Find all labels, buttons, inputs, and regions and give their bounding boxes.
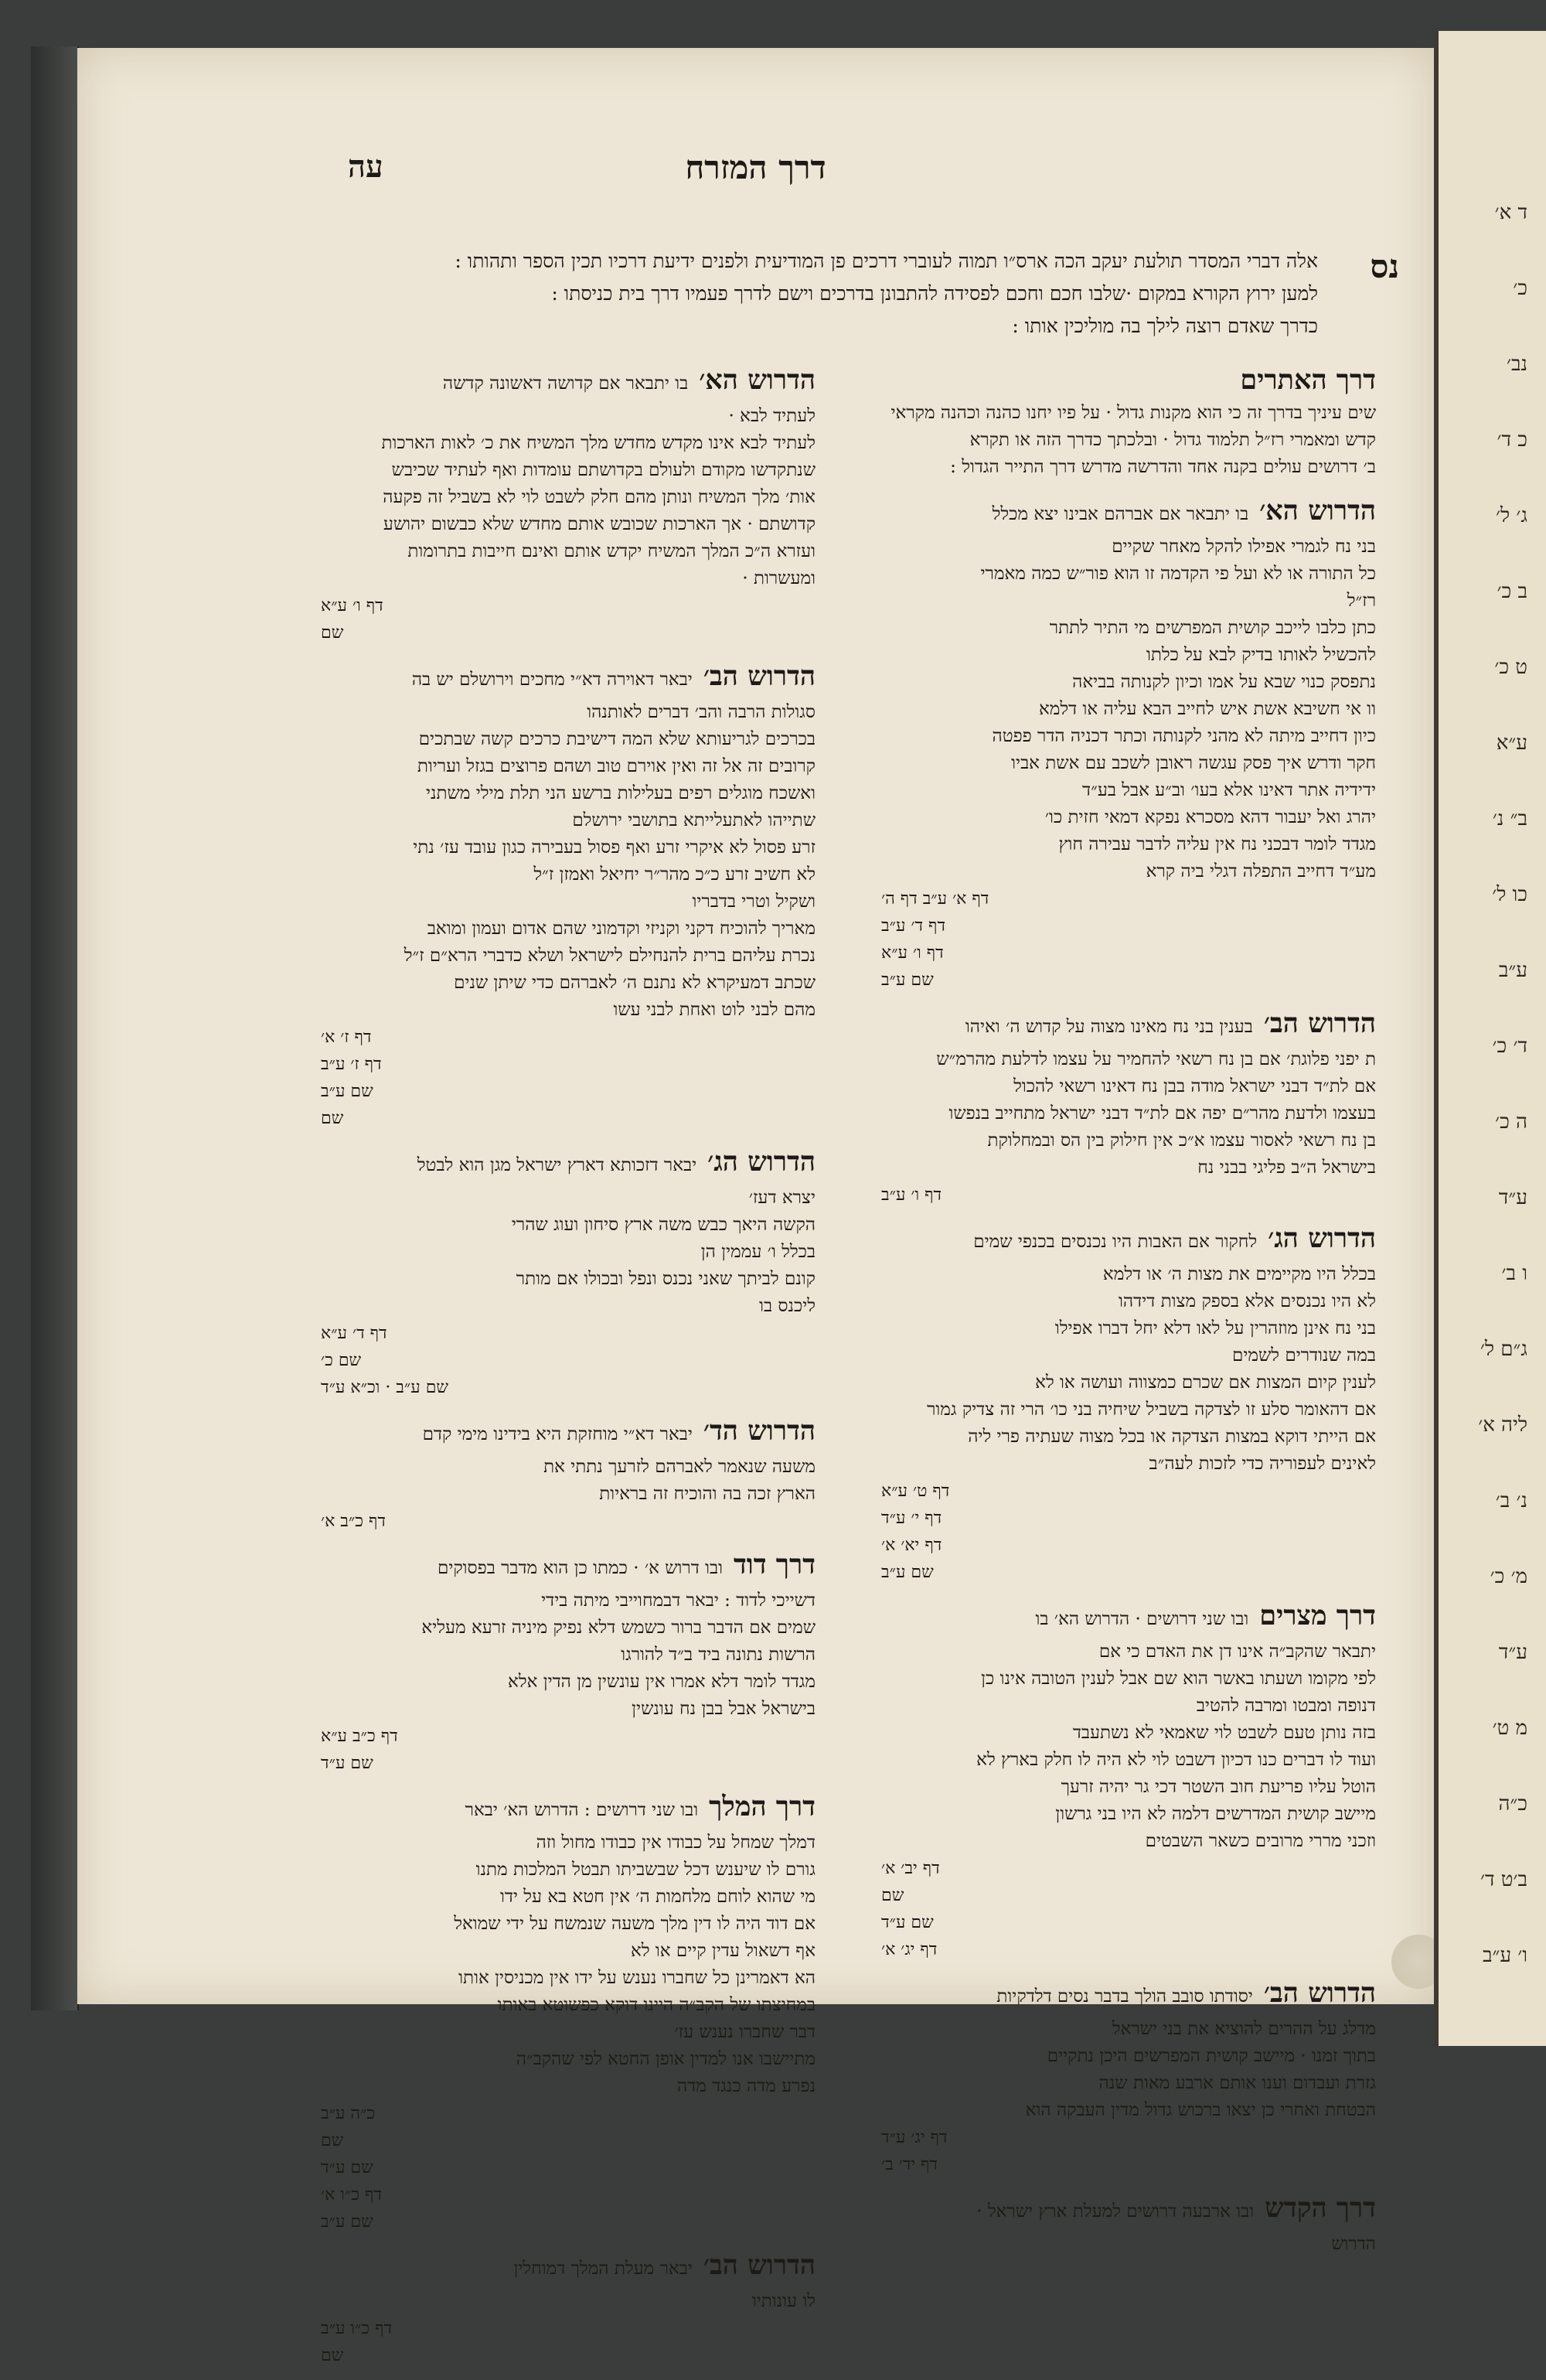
text-line: דשייכי לדוד : יבאר דבמחוייבי מיתה בידי (541, 1591, 816, 1611)
page-reference: שם (881, 1886, 904, 1905)
section-title: הדרוש הא׳ (699, 364, 816, 396)
text-line: סגולות הרבה והב׳ דברים לאותנהו (587, 702, 816, 722)
signature-mark: נס (1370, 247, 1399, 285)
section (290, 2246, 816, 2369)
adjacent-page-fragment: ב״ נ׳ (1492, 807, 1527, 830)
adjacent-page-edge (1434, 31, 1546, 2046)
adjacent-page-fragment: כ ד׳ (1497, 428, 1527, 452)
section-title: הדרוש הד׳ (703, 1415, 816, 1447)
section-heading (850, 1597, 1376, 1638)
text-line: אף דשאול עדין קיים או לא (630, 1941, 816, 1961)
page-reference: דף כ״ו ע״ב (321, 2319, 393, 2338)
section (290, 1143, 816, 1401)
text-line: קרובים זה אל זה ואין אוירם טוב ושהם פרוצים בגזל ועריות (417, 756, 816, 776)
adjacent-page-fragment: ט כ׳ (1494, 656, 1527, 679)
adjacent-page-fragment: מ׳ כ׳ (1490, 1565, 1527, 1588)
page-reference: שם (321, 1109, 344, 1128)
text-line: בני נח לגמרי אפילו להקל מאחר שקיים (1112, 537, 1376, 557)
adjacent-page-fragment: כ׳ (1513, 277, 1527, 300)
section-heading (850, 492, 1376, 534)
page-reference: שם (321, 2131, 344, 2150)
text-line: כיון דחייב מיתה לא מהני לקנותה וכתר דכניה הדר פפטה (992, 726, 1376, 746)
page-reference: דף יא׳ א׳ (881, 1536, 942, 1555)
text-line: קונם לביתך שאני נכנס ונפל ובכולו אם מותר (516, 1269, 816, 1289)
text-line: קדושתם · אך הארכות שכובש אותם מחדש שלא כבשום יהושע (383, 514, 816, 534)
text-line: יצרא דעז׳ (748, 1188, 816, 1208)
section (290, 1788, 816, 2235)
text-line: הדרוש (1331, 2234, 1376, 2254)
text-line: ועזרא ה״כ המלך המשיח יקדש אותם ואינם חייבות בתרומות (407, 541, 816, 561)
adjacent-page-fragment: ד א׳ (1494, 201, 1527, 224)
text-line: בכרכים לגריעותא שלא המה דישיבת כרכים קשה שבתכים (418, 729, 816, 749)
section-subtitle: בענין בני נח מאינו מצוה על קדוש ה׳ ואיהו (965, 1017, 1253, 1037)
text-line: בכלל היו מקיימים את מצות ה׳ או דלמא (1102, 1264, 1376, 1284)
page-reference: דף ט׳ ע״א (881, 1482, 950, 1501)
page-reference: שם כ׳ (321, 1351, 362, 1370)
text-line: ואשכח מוגלים רפים בעלילות ברשע הני תלת מילי משתני (425, 783, 816, 803)
text-line: בתוך זמנו · מיישב קושית המפרשים היכן נתקיים (1047, 2046, 1376, 2066)
text-line: הארץ זכה בה והוכיח זה בראיות (599, 1484, 816, 1504)
section-subtitle: בו יתבאר אם אברהם אבינו יצא מכלל (992, 504, 1249, 524)
text-line: לו עונותיו (751, 2291, 816, 2311)
page-reference: שם ע״ב · וכ״א ע״ד (321, 1378, 449, 1397)
text-line: מדלג על ההרים להוציא את בני ישראל (1112, 2019, 1376, 2039)
left-column (290, 361, 816, 2380)
adjacent-page-fragment: ב כ׳ (1497, 580, 1527, 603)
text-line: מגדד לומר דבכני נח אין עליה לדבר עבירה חוץ (1058, 834, 1376, 854)
page-reference: דף כ״ב ע״א (321, 1727, 398, 1746)
text-line: בכלל ו׳ עממין הן (700, 1242, 816, 1262)
book-page (77, 48, 1434, 2365)
page-reference: שם ע״ד (321, 1754, 373, 1773)
text-line: אם הייתי דוקא במצות הצדקה או בכל מצוה שעתיה פרי ליה (968, 1427, 1376, 1447)
section-subtitle: יבאר דזכותא דארץ ישראל מגן הוא לבטל (417, 1155, 697, 1175)
section-title: דרך המלך (709, 1791, 816, 1823)
section-heading (290, 1412, 816, 1454)
section-title: דרך מצרים (1259, 1600, 1376, 1632)
page-reference: דף ד׳ ע״א (321, 1324, 387, 1343)
adjacent-page-fragment: ו׳ ע״ב (1482, 1944, 1527, 1967)
text-line: חקר ודרש איך פסק עגשה ראובן לשכב עם אשת אביו (1011, 753, 1376, 773)
folio-number: עה (348, 148, 383, 185)
text-line: מאריך להוכיח דקני וקניזי וקדמוני שהם אדום ועמון ומואב (427, 919, 816, 939)
adjacent-page-fragment: ג׳ ל׳ (1495, 504, 1527, 527)
page-reference: דף ו׳ ע״א (321, 596, 383, 615)
text-line: אם לת״ד דבני ישראל מודה בבן נח דאינו רשאי להכול (1013, 1076, 1376, 1096)
adjacent-page-fragment: ע״ד (1498, 1641, 1527, 1664)
section-heading (290, 361, 816, 403)
section-heading (290, 2246, 816, 2288)
section-title: הדרוש הב׳ (703, 660, 816, 692)
section (290, 361, 816, 646)
page-reference: שם ע״ב (881, 970, 934, 990)
page-reference: שם ע״ב (321, 1082, 373, 1101)
page-reference: דף א׳ ע״ב דף ה׳ (881, 889, 989, 909)
text-line: יהרג ואל יעבור דהא מסכרא נפקא דמאי חזית כו׳ (1044, 807, 1376, 827)
section-title: הדרוש הב׳ (1263, 1977, 1376, 2009)
section-title: הדרוש הג׳ (1268, 1222, 1376, 1254)
text-line: לא היו נכנסים אלא בספק מצות דידהו (1119, 1291, 1376, 1311)
text-line: שים עיניך בדרך זה כי הוא מקנות גדול · על פיו יחנו כהנה וכהנה מקראי (890, 403, 1376, 423)
text-line: נפרע מדה כנגד מדה (676, 2076, 816, 2096)
page-reference: שם (321, 2346, 344, 2365)
intro-line: כדרך שאדם רוצה לילך בה מוליכין אותו : (1012, 315, 1318, 337)
section-title: הדרוש הב׳ (703, 2249, 816, 2281)
section-title: דרך דוד (733, 1549, 816, 1580)
text-line: שמים אם הדבר ברור כשמש דלא נפיק מיניה זרעא מעליא (421, 1618, 816, 1638)
section (850, 1597, 1376, 1963)
section-heading (850, 2189, 1376, 2231)
text-line: מע״ד דחייב התפלה דגלי ביה קרא (1146, 861, 1376, 881)
section (290, 1546, 816, 1777)
text-line: יתבאר שהקב״ה אינו דן את האדם כי אם (1098, 1642, 1376, 1662)
text-line: אם דוד היה לו דין מלך משעה שנמשח על ידי שמואל (454, 1914, 816, 1934)
text-line: שתייהו לאתעלייתא בתושבי ירושלם (572, 810, 816, 830)
adjacent-page-fragment: ו ב׳ (1501, 1262, 1527, 1285)
section-title: הדרוש הג׳ (707, 1146, 816, 1178)
section (850, 1004, 1376, 1209)
section-heading (290, 657, 816, 699)
text-line: שכתב דמעיקרא לא נתנם ה׳ לאברהם כדי שיתן שנים (454, 973, 816, 993)
text-line: ב׳ דרושים עולים בקנה אחד והדרשה מדרש דרך התייר הגדול : (950, 457, 1376, 477)
page-reference: דף י׳ ע״ד (881, 1509, 942, 1528)
page-reference: דף ז׳ א׳ (321, 1028, 372, 1047)
adjacent-page-fragment: ה כ׳ (1495, 1110, 1527, 1134)
adjacent-page-fragment: מ ט׳ (1492, 1717, 1527, 1740)
page-reference: דף ו׳ ע״ב (881, 1185, 942, 1205)
text-line: בזה נותן טעם לשבט לוי שאמאי לא נשתעבד (1072, 1723, 1376, 1743)
adjacent-page-fragment: נ׳ ב׳ (1495, 1489, 1527, 1512)
section (850, 1974, 1376, 2178)
text-line: ומעשרות · (742, 568, 816, 588)
section-subtitle: יבאר דא״י מוחזקת היא בידינו מימי קדם (422, 1424, 693, 1444)
text-line: לעתיד לבא · (728, 406, 816, 426)
book-binding (31, 46, 79, 2010)
section (850, 2189, 1376, 2258)
text-line: מגדד לומר דלא אמרו אין עונשין מן הדין אלא (508, 1672, 816, 1692)
section-title: דרך האתרים (1240, 364, 1376, 396)
text-line: דבר שחברו נענש עז׳ (674, 2022, 816, 2042)
page-reference: שם (321, 623, 344, 643)
intro-line: למען ירוץ הקורא במקום ·שלבו חכם וחכם לפסידה להתבונן בדרכים וישם לדרך פעמיו דרך בית כניסתו : (551, 282, 1318, 305)
section-heading (290, 1546, 816, 1587)
page-reference: שם ע״ד (881, 1913, 934, 1932)
section (850, 1219, 1376, 1586)
text-line: נכרת עליהם ברית להנחילם לישראל ושלא כדברי הרא״ם ז״ל (404, 946, 816, 966)
page-reference: כ״ה ע״ב (321, 2104, 376, 2123)
adjacent-page-fragment: ע״ב (1498, 959, 1527, 982)
adjacent-page-fragment: ליה א׳ (1478, 1413, 1527, 1437)
text-line: ועוד לו דברים כנו דכיון דשבט לוי לא היה לו חלק בארץ לא (976, 1750, 1376, 1770)
text-line: בעצמו ולדעת מהר״ם יפה אם לת״ד דבני ישראל מתחייב בנפשו (948, 1103, 1376, 1124)
section (850, 361, 1376, 481)
text-line: הקשה היאך כבש משה ארץ סיחון ועוג שהרי (511, 1215, 816, 1235)
text-line: ושקיל וטרי בדבריו (692, 892, 816, 912)
text-line: כתן כלבו לייכב קושית המפרשים מי התיר לתתר (1049, 618, 1376, 638)
text-line: במה שנודרים לשמים (1231, 1345, 1376, 1366)
section-heading (850, 1219, 1376, 1261)
text-line: לפי מקומו ושעתו באשר הוא שם אבל לענין הטובה אינו כן (981, 1669, 1376, 1689)
section-subtitle: יבאר דאוירה דא״י מחכים וירושלם יש בה (411, 670, 693, 690)
section (850, 492, 1376, 994)
text-line: דמלך שמחל על כבודו אין כבודו מחול וזה (536, 1833, 816, 1853)
adjacent-page-fragment: ד׳ כ׳ (1492, 1035, 1527, 1058)
section-subtitle: יסודתו סובב הולך בדבר נסים דלדקיות (996, 1986, 1253, 2007)
section (290, 1412, 816, 1535)
section-subtitle: ובו ארבעה דרושים למעלת ארץ ישראל · (976, 2201, 1255, 2221)
text-line: לאינים לעפוריה כדי לזכות לעה״ב (1149, 1454, 1376, 1474)
intro-line: אלה דברי המסדר תולעת יעקב הכה ארס״ו תמוה לעוברי דרכים פן המודיעית ולפנים ידיעת דרכיו תכין הספר ותהותו : (455, 250, 1318, 272)
text-line: נתפסק כנוי שבא על אמו וכיון לקנותה בביאה (1072, 672, 1376, 692)
adjacent-page-fragment: ע״ד (1498, 1186, 1527, 1209)
page-reference: דף ו׳ ע״א (881, 943, 944, 963)
section-heading (850, 1974, 1376, 2016)
page-reference: דף יג׳ ע״ד (881, 2128, 948, 2147)
section-heading (290, 1788, 816, 1829)
adjacent-page-fragment: ג״ם ל׳ (1480, 1338, 1527, 1361)
text-line: הוטל עליו פריעת חוב השטר דכי גר יהיה זרעך (1061, 1777, 1376, 1797)
section-subtitle: ובו שני דרושים : הדרוש הא׳ יבאר (465, 1800, 699, 1820)
text-line: וו אי חשיבא אשת איש לחייב הבא עליה או דלמא (1038, 699, 1376, 719)
text-line: בן נח רשאי לאסור עצמו א״כ אין חילוק בין הס ובמחלוקת (987, 1130, 1376, 1151)
text-line: במחיצתו של הקב״ה היינו דוקא כפשוטא באותו (497, 1995, 816, 2015)
text-line: בישראל ה״ב פליגי בבני נח (1197, 1158, 1376, 1178)
section-subtitle: בו יתבאר אם קדושה דאשונה קדשה (442, 373, 689, 394)
text-line: גזרת ועבדום וענו אותם ארבע מאות שנה (1098, 2073, 1376, 2093)
text-line: הרשות נתונה ביד ב״ד להורגו (621, 1645, 816, 1665)
text-line: קדש ומאמרי רז״ל תלמוד גדול · ובלכתך כדרך הזה או תקרא (969, 430, 1376, 450)
section-heading (850, 1004, 1376, 1046)
page-reference: דף כ״ו א׳ (321, 2185, 382, 2204)
text-line: לענין קיום המצות אם שכרם כמצווה ועושה או לא (1035, 1372, 1376, 1393)
section-subtitle: ובו שני דרושים · הדרוש הא׳ בו (1035, 1609, 1249, 1629)
page-reference: דף כ״ב א׳ (321, 1512, 386, 1531)
adjacent-page-fragment: כ״ה (1498, 1792, 1527, 1816)
section-subtitle: יבאר מעלת המלך דמוחלין (513, 2259, 693, 2279)
text-line: הבטחת ואחרי כן יצאו ברכוש גדול מדין העבקה הוא (1025, 2100, 1376, 2120)
text-line: זרע פסול לא איקרי זרע ואף פסול בעבירה כגון עובד עז׳ נתי (413, 837, 816, 858)
text-line: לעתיד לבא אינו מקדש מחדש מלך המשיח את כ׳ לאות הארכות (381, 433, 816, 453)
right-column (850, 361, 1376, 2269)
text-line: גורם לו שיענש דכל שבשביתו תבטל המלכות מתנו (475, 1860, 816, 1880)
section-title: הדרוש הא׳ (1259, 495, 1376, 527)
text-line: מי שהוא לוחם מלחמות ה׳ אין חטא בא על ידו (499, 1887, 816, 1907)
text-line: הא דאמרינן כל שחברו נענש על ידו אין מכניסין אותו (458, 1968, 816, 1988)
text-line: מהם לבני לוט ואחת לבני עשו (613, 1000, 816, 1020)
page-reference: דף יג׳ א׳ (881, 1940, 938, 1959)
text-line: ליכנס בו (759, 1296, 816, 1316)
section-subtitle: ובו דרוש א׳ · כמתו כן הוא מדבר בפסוקים (437, 1558, 723, 1578)
page-reference: דף ז׳ ע״ב (321, 1055, 382, 1074)
page-reference: דף יב׳ א׳ (881, 1859, 940, 1878)
text-line: בישראל אבל בבן נח עונשין (632, 1699, 816, 1719)
text-line: רז״ל (1347, 591, 1376, 611)
adjacent-page-fragment: ב׳ט ד׳ (1480, 1868, 1527, 1891)
section-title: הדרוש הב׳ (1263, 1008, 1376, 1039)
adjacent-page-fragment: כו ל׳ (1492, 883, 1527, 906)
section-subtitle: לחקור אם האבות היו נכנסים בכנפי שמים (973, 1232, 1258, 1252)
text-line: אות׳ מלך המשיח ונותן מהם חלק לשבט לוי לא בשביל זה פקעה (383, 487, 816, 507)
text-line: וזכני מררי מרובים כשאר השבטים (1145, 1831, 1376, 1851)
text-line: בני נח אינן מוזהרין על לאו דלא יחל דברו אפילו (1054, 1318, 1376, 1338)
text-line: ידידיה אתר דאינו אלא בעו׳ וב״ע אבל בע״ד (1082, 780, 1376, 800)
running-title: דרך המזרח (685, 148, 826, 186)
text-line: אם דהאומר סלע זו לצדקה בשביל שיחיה בני כו׳ הרי זה צדיק גמור (927, 1400, 1376, 1420)
page-reference: שם ע״ד (321, 2158, 373, 2177)
page-reference: שם ע״ב (881, 1563, 934, 1582)
text-line: מיישב קושית המדרשים דלמה לא היו בני גרשון (1055, 1804, 1376, 1824)
page-reference: דף יד׳ ב׳ (881, 2155, 938, 2174)
text-line: דנופה ומבטו ומרבה להטיב (1196, 1696, 1376, 1716)
text-line: שנתקדשו מקודם ולעולם בקדושתם עומדות ואף לעתיד שכיבש (391, 460, 816, 480)
section-heading (850, 361, 1376, 400)
section (290, 657, 816, 1132)
text-line: ת יפני פלוגת׳ אם בן נח רשאי להחמיר על עצמו לדלעת מהרמ״ש (936, 1049, 1376, 1069)
section-heading (290, 1143, 816, 1185)
intro-paragraph (313, 245, 1318, 343)
text-line: לא חשיב זרע כ״כ מהר״ר יחיאל ואמזן ז״ל (533, 864, 816, 885)
page-reference: שם ע״ב (321, 2212, 373, 2232)
adjacent-page-fragment: ע״א (1496, 731, 1527, 755)
page-reference: דף ד׳ ע״ב (881, 916, 946, 936)
text-line: מתיישבו אנו למדין אופן החטא לפי שהקב״ה (516, 2049, 816, 2069)
section-title: דרך הקדש (1265, 2192, 1376, 2224)
text-line: להכשיל לאותו בדיק לבא על כלתו (1146, 645, 1376, 665)
text-line: משעה שנאמר לאברהם לזרעך נתתי את (543, 1457, 816, 1477)
text-line: כל התורה או לא ועל פי הקדמה זו הוא פור״ש כמה מאמרי (980, 564, 1376, 584)
adjacent-page-fragment: נב׳ (1507, 353, 1527, 376)
